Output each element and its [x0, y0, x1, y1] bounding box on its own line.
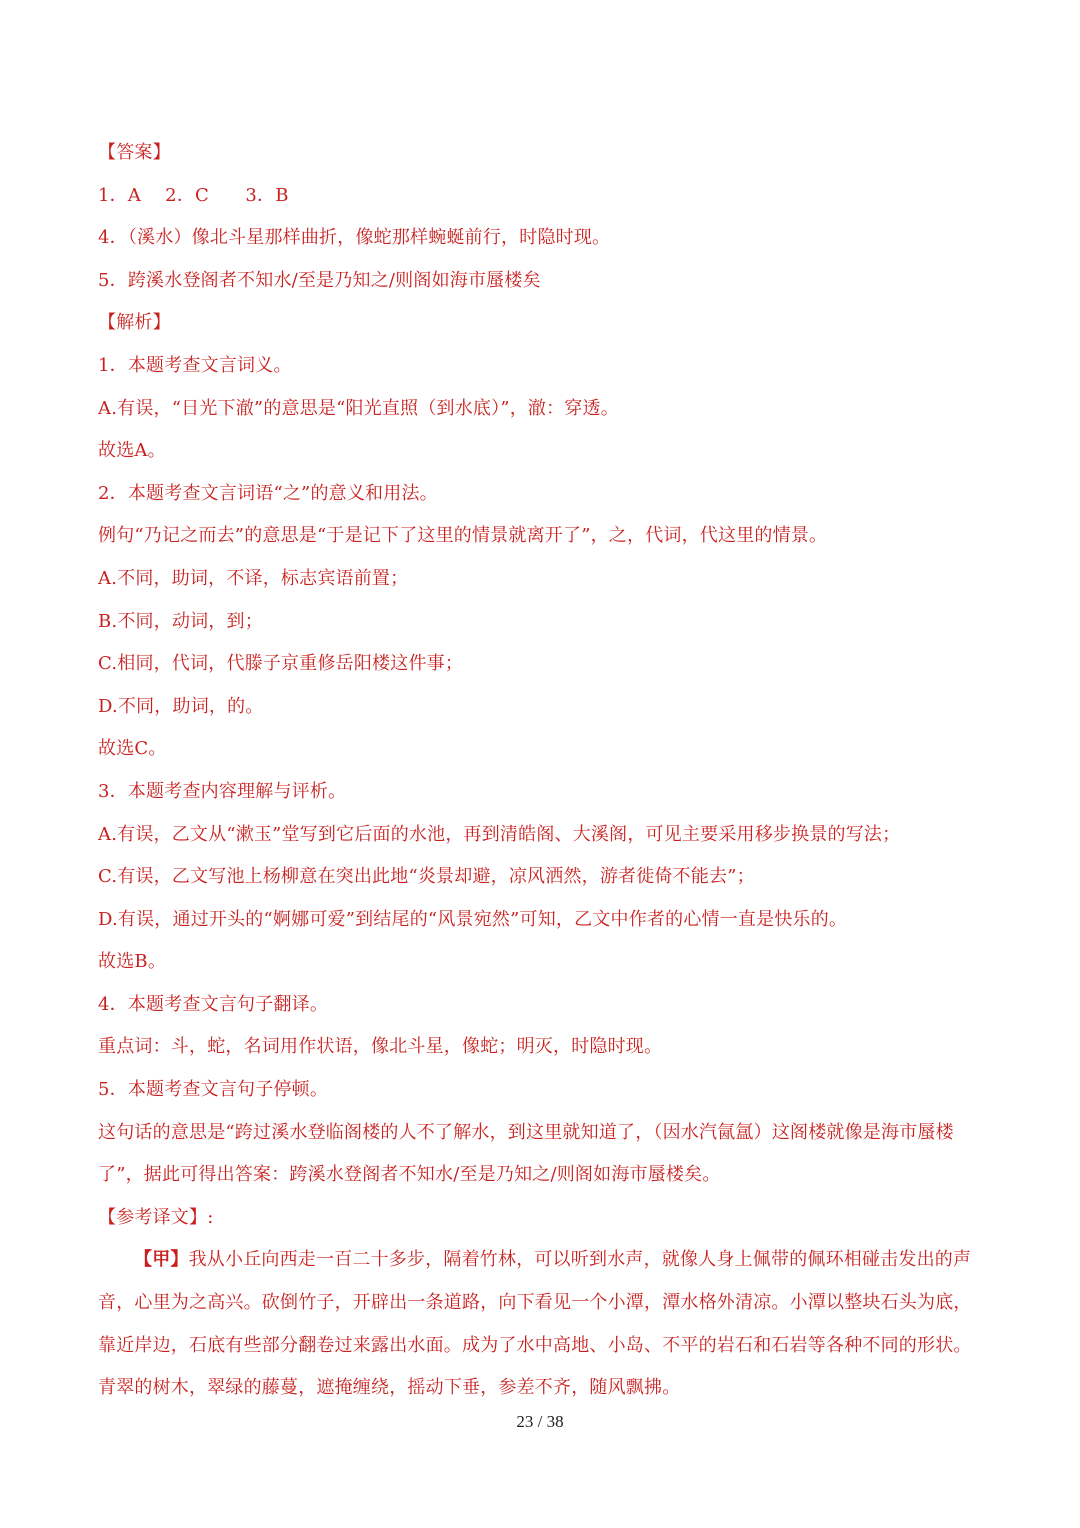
page-number: 23 / 38	[516, 1412, 564, 1431]
analysis-line-2: A.有误，“日光下澈”的意思是“阳光直照（到水底）”，澈：穿透。	[98, 397, 619, 419]
analysis-line-12: A.有误，乙文从“漱玉”堂写到它后面的水池，再到清皓阁、大溪阁，可见主要采用移步换景的写法；	[98, 823, 901, 845]
analysis-line-8: C.相同，代词，代滕子京重修岳阳楼这件事；	[98, 653, 464, 675]
analysis-heading: 【解析】	[98, 312, 171, 334]
translation-tag: 【甲】	[134, 1249, 189, 1271]
answer-line-2: 4．（溪水）像北斗星那样曲折，像蛇那样蜿蜒前行，时隐时现。	[98, 227, 611, 249]
analysis-line-7: B.不同，动词，到；	[98, 610, 263, 632]
analysis-line-4: 2．本题考查文言词语“之”的意义和用法。	[98, 482, 438, 504]
analysis-line-10: 故选C。	[98, 738, 167, 760]
answer-heading: 【答案】	[98, 142, 171, 163]
analysis-line-13: C.有误，乙文写池上杨柳意在突出此地“炎景却避，凉风洒然，游者徙倚不能去”；	[98, 866, 755, 888]
analysis-line-9: D.不同，助词，的。	[98, 695, 264, 717]
analysis-line-14: D.有误，通过开头的“婀娜可爱”到结尾的“风景宛然”可知，乙文中作者的心情一直是快乐的。	[98, 908, 848, 930]
analysis-long-line: 这句话的意思是“跨过溪水登临阁楼的人不了解水，到这里就知道了，（因水汽氤氲）这阁楼就像是海市蜃楼了”，据此可得出答案：跨溪水登阁者不知水/至是乃知之/则阁如海市蜃楼矣。	[98, 1121, 954, 1186]
analysis-line-17: 重点词：斗，蛇，名词用作状语，像北斗星，像蛇；明灭，时隐时现。	[98, 1036, 663, 1058]
page-content	[98, 132, 984, 1410]
answer-line-3: 5．跨溪水登阁者不知水/至是乃知之/则阁如海市蜃楼矣	[98, 269, 541, 291]
analysis-line-18: 5．本题考查文言句子停顿。	[98, 1079, 329, 1101]
translation-paragraph	[98, 1239, 984, 1409]
answer-line-1: 1．A 2．C 3．B	[98, 184, 289, 206]
analysis-line-16: 4．本题考查文言句子翻译。	[98, 993, 329, 1015]
analysis-line-3: 故选A。	[98, 440, 166, 462]
analysis-line-15: 故选B。	[98, 951, 167, 973]
analysis-line-6: A.不同，助词，不译，标志宾语前置；	[98, 567, 409, 589]
analysis-line-5: 例句“乃记之而去”的意思是“于是记下了这里的情景就离开了”，之，代词，代这里的情景。	[98, 525, 828, 547]
analysis-line-1: 1．本题考查文言词义。	[98, 354, 292, 376]
analysis-line-11: 3．本题考查内容理解与评析。	[98, 780, 347, 802]
translation-heading: 【参考译文】:	[98, 1206, 214, 1228]
translation-text: 我从小丘向西走一百二十多步，隔着竹林，可以听到水声，就像人身上佩带的佩环相碰击发出的声音，心里为之高兴。砍倒竹子，开辟出一条道路，向下看见一个小潭，潭水格外清凉。小潭以整块石头为底，靠近岸边，石底有些部分翻卷过来露出水面。成为了水中高地、小岛、不平的岩石和石岩等各种不同的形状。青翠的树木，翠绿的藤蔓，遮掩缠绕，摇动下垂，参差不齐，随风飘拂。	[98, 1249, 972, 1399]
